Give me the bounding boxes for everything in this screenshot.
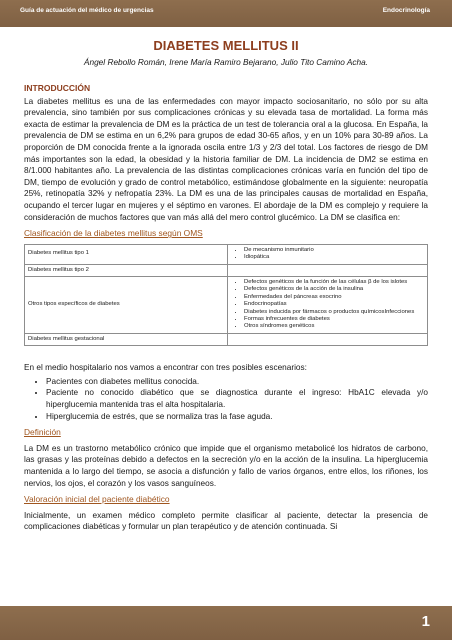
assessment-paragraph: Inicialmente, un examen médico completo permite clasificar al paciente, detectar la presencia de complicaciones diabéticas y formular un plan terapéutico y de atención continuada. Si [24, 510, 428, 532]
list-item: • De mecanismo inmunitario [244, 247, 424, 254]
classification-table [24, 244, 428, 346]
main-content [24, 80, 428, 533]
table-cell-items [228, 276, 428, 333]
list-item: • Paciente no conocido diabético que se diagnostica durante el ingreso: HbA1C elevada y/o hiperglucemia mantenida tras el alta hospitalaria. [46, 387, 428, 410]
table-row [25, 276, 428, 333]
table-cell-items [228, 264, 428, 276]
authors-line: Ángel Rebollo Román, Irene María Ramiro Bejarano, Julio Tito Camino Acha. [83, 57, 369, 67]
list-item: • Endocrinopatías [244, 301, 424, 308]
header-section: Endocrinología [382, 7, 430, 14]
document-title: DIABETES MELLITUS II [153, 38, 299, 53]
definition-heading: Definición [24, 427, 61, 438]
scenarios-intro: En el medio hospitalario nos vamos a encontrar con tres posibles escenarios: [24, 363, 307, 373]
table-cell-label: Otros tipos específicos de diabetes [25, 276, 228, 333]
table-row [25, 244, 428, 264]
intro-paragraph: La diabetes mellitus es una de las enfermedades con mayor impacto sociosanitario, no sólo por su alta prevalencia, sino también por sus complicaciones crónicas y su elevada tasa de mortalidad. La forma más exacta de estimar la prevalencia de DM es la práctica de un test de tolerancia oral a la glucosa. En España, la prevalencia de DM se estima en un 6,2% para grupos de edad 30-65 años, y en un 10% para 30-89 años. La proporción de DM conocida frente a la ignorada oscila entre 1/3 y 2/3 del total. Los factores de riesgo de DM más importantes son la edad, la obesidad y la historia familiar de DM. La incidencia de DM2 se estima en 8/1.000 habitantes año. La prevalencia de las distintas complicaciones crónicas varía en función del tipo de DM, tiempo de evolución y grado de control metabólico, estimándose globalmente en la siguiente: neuropatía 25%, retinopatía 32% y nefropatía 23%. La DM es una de las principales causas de mortalidad en España, ocupando el tercer lugar en mujeres y el séptimo en varones. El abordaje de la DM es complejo y requiere la consideración de muchos factores que van más allá del mero control glucémico. La DM se clasifica en: [24, 96, 428, 222]
list-item: • Pacientes con diabetes mellitus conocida. [46, 376, 428, 388]
scenarios-list [24, 376, 428, 422]
intro-heading: INTRODUCCIÓN [24, 83, 91, 93]
table-cell-items [228, 244, 428, 264]
list-item: • Idiopática [244, 254, 424, 261]
page-footer-bar [0, 606, 452, 640]
assessment-heading: Valoración inicial del paciente diabético [24, 494, 170, 505]
classification-heading: Clasificación de la diabetes mellitus según OMS [24, 228, 203, 239]
list-item: • Hiperglucemia de estrés, que se normaliza tras la fase aguda. [46, 411, 428, 423]
list-item: • Defectos genéticos de la acción de la insulina [244, 286, 424, 293]
header-guide-title: Guía de actuación del médico de urgencias [20, 7, 154, 14]
table-row [25, 264, 428, 276]
table-row [25, 333, 428, 345]
table-cell-items [228, 333, 428, 345]
list-item: • Diabetes inducida por fármacos o productos químicosInfecciones [244, 309, 424, 316]
page-number: 1 [421, 613, 430, 630]
list-item: • Defectos genéticos de la función de las células β de los islotes [244, 279, 424, 286]
table-cell-label: Diabetes mellitus tipo 2 [25, 264, 228, 276]
list-item: • Enfermedades del páncreas exocrino [244, 294, 424, 301]
page-header-bar [0, 0, 452, 27]
definition-paragraph: La DM es un trastorno metabólico crónico que impide que el organismo metabolicé los hidratos de carbono, las grasas y las proteínas debido a defectos en la secreción y/o en la acción de la insulina. La hiperglucemia mantenida a lo largo del tiempo, se asocia a disfunción y fallo de varios órganos, entre ellos, los riñones, los nervios, los ojos, el corazón y los vasos sanguíneos. [24, 443, 428, 488]
table-cell-label: Diabetes mellitus gestacional [25, 333, 228, 345]
table-cell-label: Diabetes mellitus tipo 1 [25, 244, 228, 264]
list-item: • Otros síndromes genéticos [244, 323, 424, 330]
list-item: • Formas infrecuentes de diabetes [244, 316, 424, 323]
